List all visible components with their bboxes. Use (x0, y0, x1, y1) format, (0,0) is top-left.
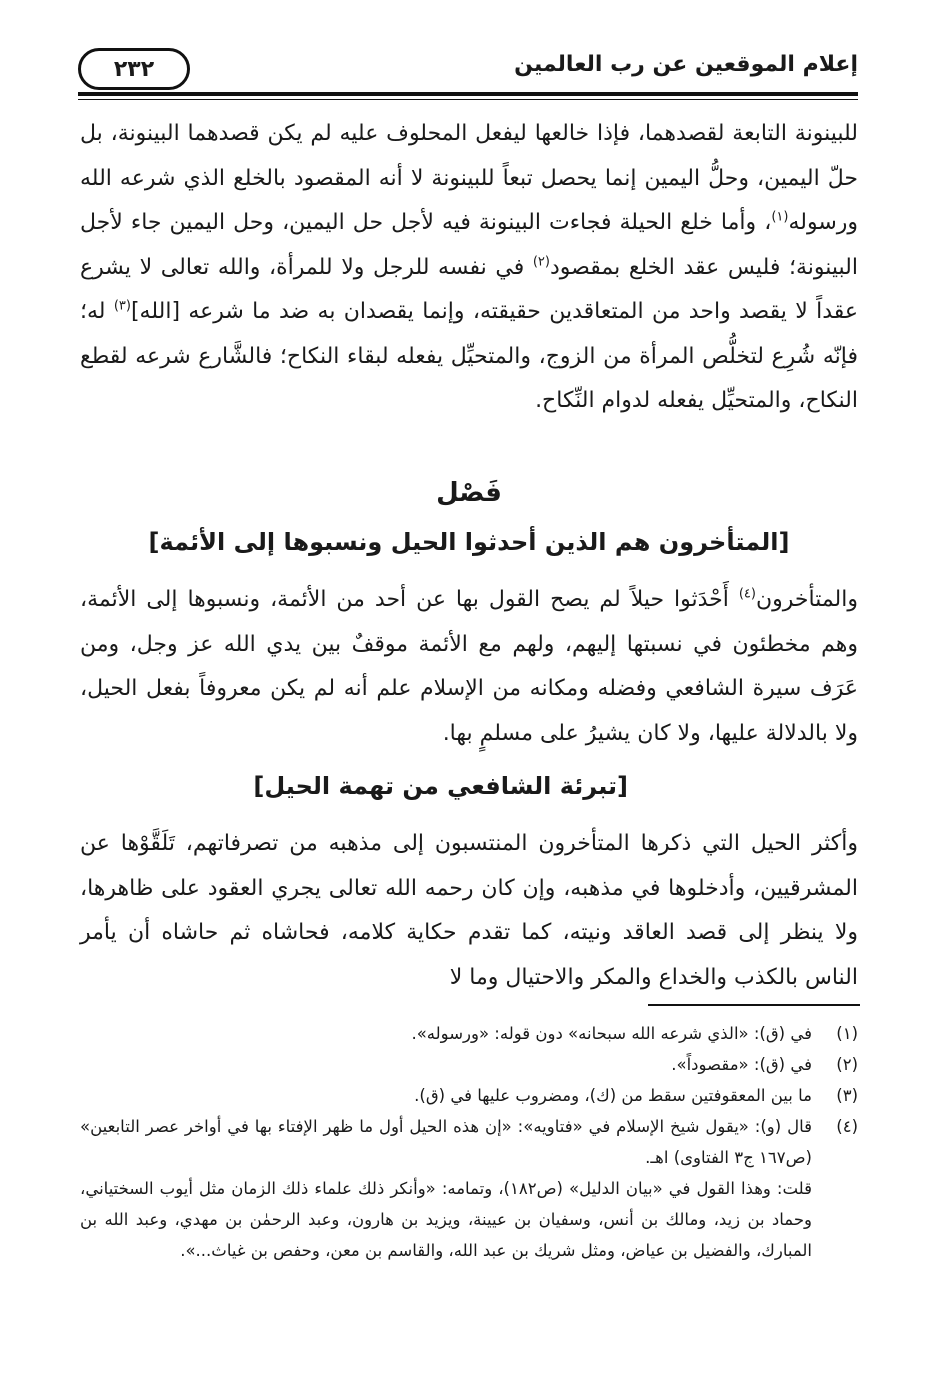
footnote-number: (٤) (836, 1117, 858, 1136)
p2-text-a: والمتأخرون (755, 587, 858, 612)
heading-late-scholars: [المتأخرون هم الذين أحدثوا الحيل ونسبوها إلى الأئمة] (148, 528, 790, 556)
footnote-number: (٢) (836, 1055, 858, 1074)
footnote-ref-1: (١) (771, 209, 789, 225)
header-rule (78, 92, 858, 96)
footnote-rule (648, 1004, 860, 1006)
running-title: إعلام الموقعين عن رب العالمين (514, 52, 858, 77)
paragraph-1 (80, 112, 858, 424)
footnote-text: في (ق): «مقصوداً». (671, 1055, 812, 1074)
p1-text-b: ، وأما خلع الحيلة فجاءت البينونة فيه لأجل حل اليمين، وحل اليمين جاء لأجل البينونة؛ فليس عقد الخلع بمقصود (80, 210, 858, 280)
footnote-3 (80, 1080, 858, 1111)
page-header (78, 48, 858, 96)
p2-text-b: أَحْدَثوا حيلاً لم يصح القول بها عن أحد من الأئمة، ونسبوها إلى الأئمة، وهم مخطئون في نسبتها إليهم، ولهم مع الأئمة موقفٌ بين يدي الله عز وجل، ومن عَرَف سيرة الشافعي وفضله ومكانه من الإسلام علم أنه لم يكن معروفاً بفعل الحيل، ولا بالدلالة عليها، ولا كان يشيرُ على مسلمٍ بها. (80, 587, 858, 746)
heading-shafii: [تبرئة الشافعي من تهمة الحيل] (253, 772, 628, 800)
footnote-4 (80, 1111, 858, 1173)
footnote-text: في (ق): «الذي شرعه الله سبحانه» دون قوله: «ورسوله». (411, 1024, 812, 1043)
footnotes (80, 1018, 858, 1266)
p1-text-d: له؛ فإنّه شُرِع لتخلُّص المرأة من الزوج، والمتحيِّل يفعله لبقاء النكاح؛ فالشَّارع شرعه لقطع النكاح، والمتحيِّل يفعله لدوام النِّكاح. (80, 299, 858, 413)
header-rule-thin (78, 99, 858, 100)
paragraph-2 (80, 578, 858, 756)
footnote-text: ما بين المعقوفتين سقط من (ك)، ومضروب عليها في (ق). (414, 1086, 812, 1105)
footnote-4-continuation: قلت: وهذا القول في «بيان الدليل» (ص١٨٢)، وتمامه: «وأنكر ذلك علماء ذلك الزمان مثل أيوب السختياني، وحماد بن زيد، ومالك بن أنس، وسفيان بن عيينة، ويزيد بن هارون، وعبد الرحمٰن بن مهدي، وعبد الله بن المبارك، والفضيل بن عياض، ومثل شريك بن عبد الله، والقاسم بن معن، وحفص بن غياث...». (80, 1179, 813, 1260)
footnote-2 (80, 1049, 858, 1080)
footnote-number: (١) (836, 1024, 858, 1043)
footnote-ref-2: (٢) (532, 254, 550, 270)
footnote-text: قال (و): «يقول شيخ الإسلام في «فتاويه»: «إن هذه الحيل أول ما ظهر الإفتاء بها في أواخر عصر التابعين» (ص١٦٧ ج٣ الفتاوى) اهـ. (80, 1117, 812, 1167)
p1-text-a: للبينونة التابعة لقصدهما، فإذا خالعها ليفعل المحلوف عليه لم يكن قصدهما البينونة، بل حلّ اليمين، وحلُّ اليمين إنما يحصل تبعاً للبينونة لا أنه المقصود بالخلع الذي شرعه الله ورسوله (80, 121, 858, 235)
section-fasl: فَصْل (436, 478, 502, 508)
footnote-number: (٣) (836, 1086, 858, 1105)
page-number: ٢٣٢ (78, 48, 190, 90)
footnote-1 (80, 1018, 858, 1049)
p3-text: وأكثر الحيل التي ذكرها المتأخرون المنتسبون إلى مذهبه من تصرفاتهم، تَلَقَّوْها عن المشرقيين، وأدخلوها في مذهبه، وإن كان رحمه الله تعالى يجري العقود على ظاهرها، ولا ينظر إلى قصد العاقد ونيته، كما تقدم حكاية كلامه، فحاشاه ثم حاشاه أن يأمر الناس بالكذب والخداع والمكر والاحتيال وما لا (80, 831, 858, 990)
p1-text-c: في نفسه للرجل ولا للمرأة، والله تعالى لا يشرع عقداً لا يقصد واحد من المتعاقدين حقيقته، وإنما يقصدان به ضد ما شرعه [الله] (80, 254, 858, 324)
footnote-ref-4: (٤) (738, 586, 756, 602)
paragraph-3 (80, 822, 858, 1000)
footnote-ref-3: (٣) (113, 298, 131, 314)
